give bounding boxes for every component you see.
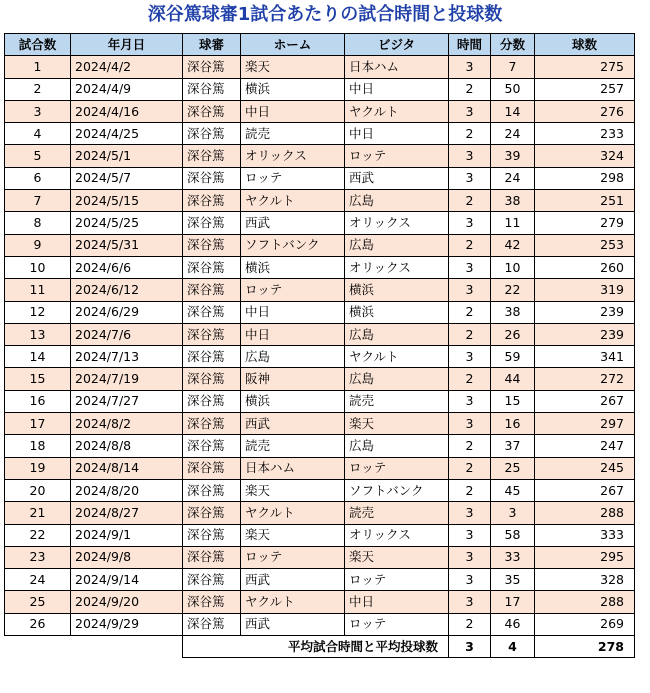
cell-hours: 3 [449,279,491,301]
cell-hours: 3 [449,546,491,568]
table-row [5,479,635,501]
table-row [5,591,635,613]
cell-pitches: 257 [535,78,635,100]
header-game-number: 試合数 [5,34,71,56]
cell-home: 西武 [241,569,345,591]
cell-hours: 2 [449,234,491,256]
cell-umpire: 深谷篤 [183,256,241,278]
cell-date: 2024/5/1 [71,145,183,167]
cell-game-number: 15 [5,368,71,390]
table-row [5,390,635,412]
cell-hours: 3 [449,100,491,122]
cell-game-number: 19 [5,457,71,479]
header-umpire: 球審 [183,34,241,56]
cell-pitches: 341 [535,346,635,368]
cell-game-number: 24 [5,569,71,591]
cell-pitches: 260 [535,256,635,278]
cell-pitches: 247 [535,435,635,457]
cell-minutes: 38 [491,190,535,212]
cell-umpire: 深谷篤 [183,234,241,256]
cell-date: 2024/8/20 [71,479,183,501]
cell-hours: 3 [449,256,491,278]
table-row [5,613,635,635]
cell-date: 2024/5/25 [71,212,183,234]
cell-date: 2024/4/2 [71,56,183,78]
cell-minutes: 11 [491,212,535,234]
cell-visitor: 横浜 [345,279,449,301]
cell-visitor: 広島 [345,323,449,345]
cell-hours: 3 [449,524,491,546]
cell-hours: 3 [449,212,491,234]
cell-pitches: 267 [535,479,635,501]
header-visitor: ビジタ [345,34,449,56]
cell-minutes: 38 [491,301,535,323]
cell-date: 2024/6/29 [71,301,183,323]
cell-pitches: 269 [535,613,635,635]
cell-visitor: 広島 [345,435,449,457]
table-row [5,435,635,457]
cell-hours: 2 [449,78,491,100]
cell-umpire: 深谷篤 [183,212,241,234]
cell-minutes: 39 [491,145,535,167]
cell-home: 中日 [241,323,345,345]
cell-hours: 3 [449,145,491,167]
cell-hours: 2 [449,301,491,323]
cell-minutes: 33 [491,546,535,568]
cell-visitor: 楽天 [345,413,449,435]
cell-hours: 2 [449,613,491,635]
cell-pitches: 239 [535,323,635,345]
cell-date: 2024/7/27 [71,390,183,412]
cell-hours: 2 [449,190,491,212]
cell-minutes: 15 [491,390,535,412]
cell-umpire: 深谷篤 [183,123,241,145]
cell-umpire: 深谷篤 [183,390,241,412]
cell-home: ロッテ [241,546,345,568]
cell-game-number: 12 [5,301,71,323]
table-row [5,546,635,568]
cell-pitches: 233 [535,123,635,145]
cell-hours: 3 [449,346,491,368]
cell-umpire: 深谷篤 [183,546,241,568]
cell-minutes: 45 [491,479,535,501]
table-row [5,234,635,256]
cell-home: 横浜 [241,78,345,100]
cell-hours: 3 [449,56,491,78]
cell-game-number: 9 [5,234,71,256]
cell-game-number: 14 [5,346,71,368]
cell-game-number: 2 [5,78,71,100]
cell-minutes: 10 [491,256,535,278]
cell-visitor: 中日 [345,123,449,145]
cell-umpire: 深谷篤 [183,457,241,479]
cell-umpire: 深谷篤 [183,301,241,323]
average-label: 平均試合時間と平均投球数 [183,636,449,658]
cell-umpire: 深谷篤 [183,145,241,167]
cell-visitor: 中日 [345,78,449,100]
cell-umpire: 深谷篤 [183,613,241,635]
cell-umpire: 深谷篤 [183,279,241,301]
cell-home: ソフトバンク [241,234,345,256]
cell-umpire: 深谷篤 [183,56,241,78]
cell-home: ロッテ [241,279,345,301]
cell-minutes: 42 [491,234,535,256]
cell-game-number: 3 [5,100,71,122]
cell-visitor: 横浜 [345,301,449,323]
cell-umpire: 深谷篤 [183,346,241,368]
cell-visitor: オリックス [345,524,449,546]
cell-umpire: 深谷篤 [183,569,241,591]
cell-date: 2024/8/27 [71,502,183,524]
cell-visitor: 読売 [345,502,449,524]
cell-date: 2024/7/13 [71,346,183,368]
cell-date: 2024/9/8 [71,546,183,568]
cell-home: ヤクルト [241,502,345,524]
cell-umpire: 深谷篤 [183,524,241,546]
cell-home: 日本ハム [241,457,345,479]
cell-minutes: 59 [491,346,535,368]
cell-game-number: 22 [5,524,71,546]
cell-pitches: 275 [535,56,635,78]
header-pitches: 球数 [535,34,635,56]
cell-pitches: 297 [535,413,635,435]
cell-game-number: 4 [5,123,71,145]
cell-hours: 2 [449,123,491,145]
table-row [5,323,635,345]
cell-game-number: 18 [5,435,71,457]
cell-visitor: 広島 [345,190,449,212]
cell-pitches: 324 [535,145,635,167]
cell-date: 2024/9/20 [71,591,183,613]
cell-visitor: ヤクルト [345,100,449,122]
cell-pitches: 298 [535,167,635,189]
table-row [5,212,635,234]
cell-minutes: 3 [491,502,535,524]
cell-home: 広島 [241,346,345,368]
cell-hours: 3 [449,569,491,591]
cell-minutes: 14 [491,100,535,122]
cell-visitor: 広島 [345,368,449,390]
cell-umpire: 深谷篤 [183,78,241,100]
cell-visitor: ロッテ [345,613,449,635]
table-row [5,78,635,100]
cell-date: 2024/5/7 [71,167,183,189]
cell-pitches: 279 [535,212,635,234]
cell-umpire: 深谷篤 [183,435,241,457]
cell-home: ヤクルト [241,591,345,613]
table-row [5,56,635,78]
cell-umpire: 深谷篤 [183,591,241,613]
cell-umpire: 深谷篤 [183,190,241,212]
cell-home: 西武 [241,212,345,234]
cell-minutes: 24 [491,167,535,189]
cell-pitches: 272 [535,368,635,390]
cell-umpire: 深谷篤 [183,100,241,122]
cell-game-number: 23 [5,546,71,568]
table-row [5,123,635,145]
cell-pitches: 276 [535,100,635,122]
cell-visitor: 広島 [345,234,449,256]
cell-pitches: 328 [535,569,635,591]
table-row [5,413,635,435]
table-row [5,279,635,301]
average-hours: 3 [449,636,491,658]
table-row [5,502,635,524]
cell-home: オリックス [241,145,345,167]
cell-minutes: 35 [491,569,535,591]
cell-hours: 2 [449,435,491,457]
cell-pitches: 288 [535,591,635,613]
cell-visitor: 日本ハム [345,56,449,78]
cell-hours: 2 [449,368,491,390]
cell-date: 2024/5/31 [71,234,183,256]
cell-pitches: 333 [535,524,635,546]
cell-home: 中日 [241,301,345,323]
cell-game-number: 20 [5,479,71,501]
cell-pitches: 253 [535,234,635,256]
average-pitches: 278 [535,636,635,658]
header-date: 年月日 [71,34,183,56]
cell-home: 読売 [241,123,345,145]
cell-visitor: 楽天 [345,546,449,568]
cell-game-number: 10 [5,256,71,278]
cell-game-number: 1 [5,56,71,78]
cell-pitches: 319 [535,279,635,301]
table-row [5,167,635,189]
cell-game-number: 7 [5,190,71,212]
cell-umpire: 深谷篤 [183,323,241,345]
cell-home: 西武 [241,613,345,635]
cell-minutes: 25 [491,457,535,479]
cell-hours: 3 [449,413,491,435]
cell-game-number: 11 [5,279,71,301]
table-row [5,457,635,479]
cell-pitches: 239 [535,301,635,323]
games-table [4,33,635,658]
cell-home: ヤクルト [241,190,345,212]
cell-visitor: 西武 [345,167,449,189]
cell-pitches: 288 [535,502,635,524]
cell-minutes: 16 [491,413,535,435]
average-minutes: 4 [491,636,535,658]
table-row [5,569,635,591]
table-row [5,346,635,368]
cell-game-number: 13 [5,323,71,345]
cell-game-number: 16 [5,390,71,412]
cell-umpire: 深谷篤 [183,368,241,390]
cell-date: 2024/8/8 [71,435,183,457]
cell-hours: 2 [449,323,491,345]
average-row [5,636,635,658]
table-row [5,368,635,390]
cell-game-number: 17 [5,413,71,435]
cell-hours: 2 [449,479,491,501]
cell-hours: 3 [449,390,491,412]
cell-minutes: 58 [491,524,535,546]
cell-date: 2024/8/14 [71,457,183,479]
cell-hours: 3 [449,502,491,524]
cell-home: 横浜 [241,256,345,278]
cell-date: 2024/7/19 [71,368,183,390]
cell-minutes: 37 [491,435,535,457]
cell-home: 楽天 [241,479,345,501]
cell-umpire: 深谷篤 [183,167,241,189]
cell-date: 2024/4/25 [71,123,183,145]
cell-minutes: 24 [491,123,535,145]
table-row [5,256,635,278]
header-hours: 時間 [449,34,491,56]
table-row [5,524,635,546]
cell-visitor: ロッテ [345,569,449,591]
cell-pitches: 267 [535,390,635,412]
cell-umpire: 深谷篤 [183,502,241,524]
table-row [5,301,635,323]
cell-hours: 3 [449,591,491,613]
cell-date: 2024/9/29 [71,613,183,635]
cell-visitor: オリックス [345,212,449,234]
table-row [5,190,635,212]
cell-pitches: 251 [535,190,635,212]
cell-visitor: 読売 [345,390,449,412]
cell-minutes: 7 [491,56,535,78]
cell-minutes: 17 [491,591,535,613]
cell-game-number: 21 [5,502,71,524]
cell-date: 2024/4/9 [71,78,183,100]
cell-game-number: 25 [5,591,71,613]
cell-home: 横浜 [241,390,345,412]
header-row [5,34,635,56]
cell-hours: 2 [449,457,491,479]
cell-visitor: 中日 [345,591,449,613]
cell-home: 西武 [241,413,345,435]
cell-date: 2024/4/16 [71,100,183,122]
cell-visitor: オリックス [345,256,449,278]
cell-date: 2024/9/1 [71,524,183,546]
cell-home: 楽天 [241,524,345,546]
cell-minutes: 22 [491,279,535,301]
cell-game-number: 6 [5,167,71,189]
cell-umpire: 深谷篤 [183,413,241,435]
cell-minutes: 50 [491,78,535,100]
cell-game-number: 8 [5,212,71,234]
cell-visitor: ヤクルト [345,346,449,368]
cell-date: 2024/6/12 [71,279,183,301]
cell-home: 楽天 [241,56,345,78]
table-row [5,100,635,122]
header-home: ホーム [241,34,345,56]
header-minutes: 分数 [491,34,535,56]
cell-minutes: 44 [491,368,535,390]
cell-visitor: ソフトバンク [345,479,449,501]
cell-home: ロッテ [241,167,345,189]
cell-pitches: 295 [535,546,635,568]
cell-date: 2024/6/6 [71,256,183,278]
cell-date: 2024/7/6 [71,323,183,345]
cell-home: 阪神 [241,368,345,390]
cell-home: 中日 [241,100,345,122]
cell-game-number: 26 [5,613,71,635]
cell-pitches: 245 [535,457,635,479]
cell-date: 2024/5/15 [71,190,183,212]
cell-minutes: 46 [491,613,535,635]
cell-home: 読売 [241,435,345,457]
cell-visitor: ロッテ [345,457,449,479]
cell-minutes: 26 [491,323,535,345]
table-row [5,145,635,167]
cell-visitor: ロッテ [345,145,449,167]
cell-game-number: 5 [5,145,71,167]
cell-date: 2024/8/2 [71,413,183,435]
cell-date: 2024/9/14 [71,569,183,591]
sheet-title: 深谷篤球審1試合あたりの試合時間と投球数 [147,4,503,25]
cell-umpire: 深谷篤 [183,479,241,501]
cell-hours: 3 [449,167,491,189]
